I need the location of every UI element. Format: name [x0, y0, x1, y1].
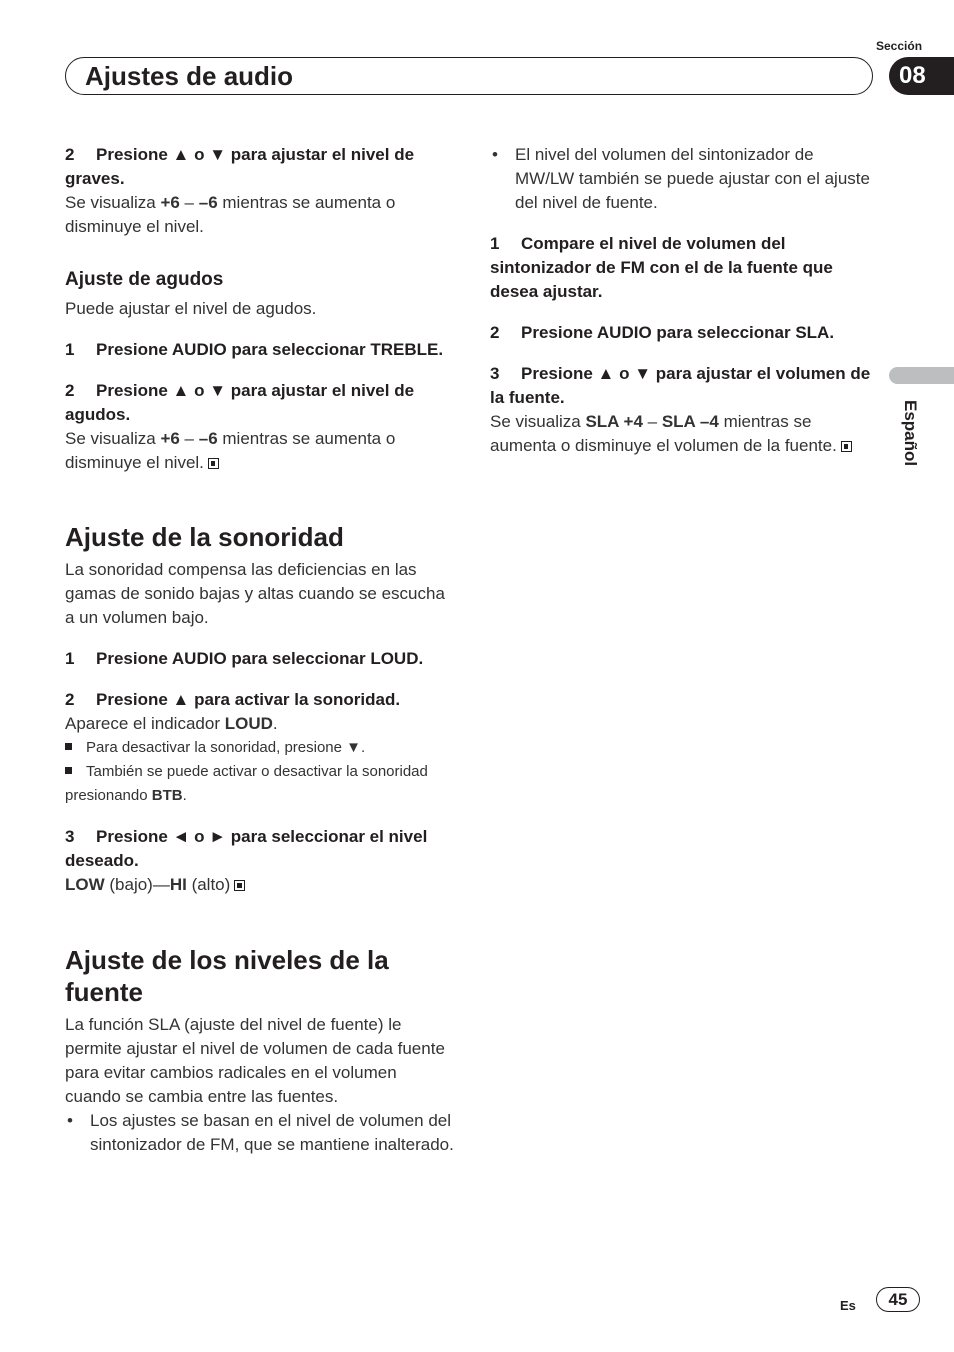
- loudness-intro: La sonoridad compensa las deficiencias en las gamas de sonido bajas y altas cuando se escucha a un volumen bajo.: [65, 560, 445, 627]
- note-icon: [65, 767, 72, 774]
- source-level-intro: La función SLA (ajuste del nivel de fuente) le permite ajustar el nivel de volumen de cada fuente para evitar cambios radicales en el volumen cuando se cambia entre las fuentes.: [65, 1015, 445, 1106]
- language-tab: [889, 367, 954, 384]
- section-number-badge: 08: [889, 57, 954, 95]
- source-level-heading: Ajuste de los niveles de la fuente: [65, 945, 389, 1007]
- left-column: [65, 143, 457, 1157]
- step-sla-select: 2 Presione AUDIO para seleccionar SLA.: [490, 323, 835, 342]
- end-mark-icon: [208, 458, 219, 469]
- step-sla-body: Se visualiza SLA +4 – SLA –4 mientras se aumenta o disminuye el volumen de la fuente.: [490, 410, 875, 458]
- list-item: • El nivel del volumen del sintonizador de MW/LW también se puede ajustar con el ajuste del nivel de fuente.: [490, 143, 875, 215]
- page-title: Ajustes de audio: [85, 61, 294, 91]
- loud-note-1: Para desactivar la sonoridad, presione ▼.: [65, 736, 457, 760]
- right-column: [490, 143, 875, 458]
- right-bullets: [490, 143, 875, 215]
- step-bass: 2 Presione ▲ o ▼ para ajustar el nivel de graves.: [65, 145, 415, 188]
- section-label: Sección: [876, 39, 923, 53]
- loud-note-2: También se puede activar o desactivar la sonoridad presionando BTB.: [65, 763, 428, 804]
- step-loud-level: 3 Presione ◄ o ► para seleccionar el nivel deseado.: [65, 827, 428, 870]
- step-compare: 1 Compare el nivel de volumen del sintonizador de FM con el de la fuente que desea ajustar.: [490, 234, 833, 301]
- end-mark-icon: [234, 880, 245, 891]
- step-loud-body: Aparece el indicador LOUD.: [65, 714, 278, 733]
- page-header: [65, 57, 873, 95]
- source-level-bullets: [65, 1109, 457, 1157]
- treble-intro: Puede ajustar el nivel de agudos.: [65, 299, 317, 318]
- step-loud-level-body: LOW (bajo)—HI (alto): [65, 873, 457, 897]
- footer-language: Es: [840, 1298, 856, 1313]
- step-sla-adjust: 3 Presione ▲ o ▼ para ajustar el volumen de la fuente.: [490, 364, 871, 407]
- step-loud-select: 1 Presione AUDIO para seleccionar LOUD.: [65, 649, 424, 668]
- step-bass-body: Se visualiza +6 – –6 mientras se aumenta o disminuye el nivel.: [65, 193, 396, 236]
- end-mark-icon: [841, 441, 852, 452]
- note-icon: [65, 743, 72, 750]
- loudness-heading: Ajuste de la sonoridad: [65, 522, 344, 552]
- step-treble-adjust: 2 Presione ▲ o ▼ para ajustar el nivel de agudos.: [65, 381, 415, 424]
- step-treble-select: 1 Presione AUDIO para seleccionar TREBLE.: [65, 340, 444, 359]
- treble-heading: Ajuste de agudos: [65, 269, 224, 290]
- list-item: • Los ajustes se basan en el nivel de volumen del sintonizador de FM, que se mantiene inalterado.: [65, 1109, 457, 1157]
- language-label: Español: [901, 400, 920, 467]
- page-number: 45: [876, 1287, 920, 1312]
- step-treble-body: Se visualiza +6 – –6 mientras se aumenta o disminuye el nivel.: [65, 429, 396, 472]
- step-loud-activate: 2 Presione ▲ para activar la sonoridad.: [65, 690, 401, 709]
